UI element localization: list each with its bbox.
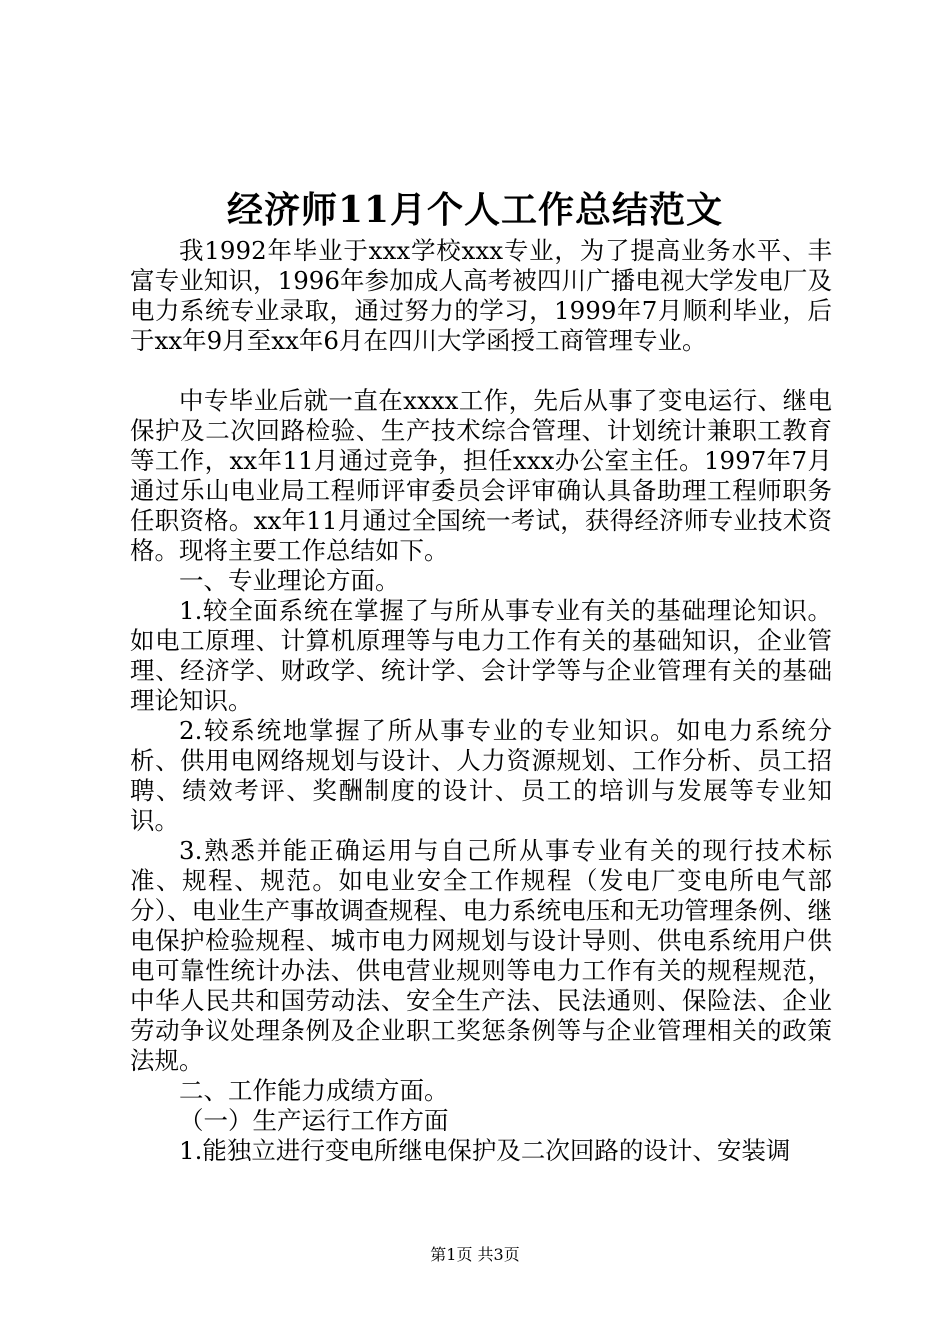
document-body	[130, 236, 832, 1166]
document-title: 经济师11月个人工作总结范文	[226, 189, 724, 231]
paragraph-theory-2: 2.较系统地掌握了所从事专业的专业知识。如电力系统分析、供用电网络规划与设计、人力资源规划、工作分析、员工招聘、绩效考评、奖酬制度的设计、员工的培训与发展等专业知识。	[130, 716, 832, 835]
paragraph-theory-1: 1.较全面系统在掌握了与所从事专业有关的基础理论知识。如电工原理、计算机原理等与电力工作有关的基础知识，企业管理、经济学、财政学、统计学、会计学等与企业管理有关的基础理论知识。	[130, 596, 832, 715]
subsection-heading-operations: （一）生产运行工作方面	[179, 1106, 449, 1135]
section-heading-theory: 一、专业理论方面。	[179, 566, 400, 595]
page-footer: 第1页 共3页	[430, 1245, 520, 1264]
paragraph-operations-1: 1.能独立进行变电所继电保护及二次回路的设计、安装调	[179, 1136, 791, 1165]
paragraph-education: 我1992年毕业于xxx学校xxx专业，为了提高业务水平、丰富专业知识，1996年参加成人高考被四川广播电视大学发电厂及电力系统专业录取，通过努力的学习，1999年7月顺利毕业，后于xx年9月至xx年6月在四川大学函授工商管理专业。	[130, 236, 832, 355]
paragraph-theory-3: 3.熟悉并能正确运用与自己所从事专业有关的现行技术标准、规程、规范。如电业安全工作规程（发电厂变电所电气部分）、电业生产事故调查规程、电力系统电压和无功管理条例、继电保护检验规程、城市电力网规划与设计导则、供电系统用户供电可靠性统计办法、供电营业规则等电力工作有关的规程规范，中华人民共和国劳动法、安全生产法、民法通则、保险法、企业劳动争议处理条例及企业职工奖惩条例等与企业管理相关的政策法规。	[130, 836, 832, 1075]
paragraph-work-history: 中专毕业后就一直在xxxx工作，先后从事了变电运行、继电保护及二次回路检验、生产技术综合管理、计划统计兼职工教育等工作，xx年11月通过竞争，担任xxx办公室主任。1997年7月通过乐山电业局工程师评审委员会评审确认具备助理工程师职务任职资格。xx年11月通过全国统一考试，获得经济师专业技术资格。现将主要工作总结如下。	[130, 386, 832, 565]
section-heading-ability: 二、工作能力成绩方面。	[179, 1076, 449, 1105]
